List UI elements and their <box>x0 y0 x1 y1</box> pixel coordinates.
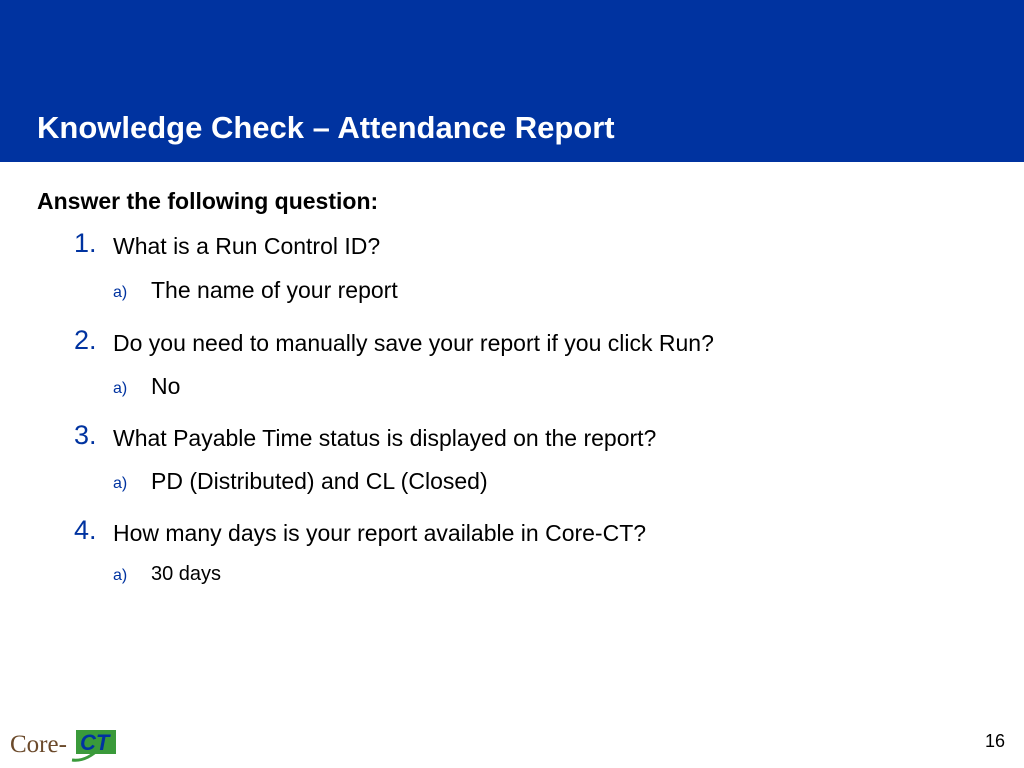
page-number: 16 <box>984 731 1005 751</box>
answer-text: PD (Distributed) and CL (Closed) <box>151 468 488 494</box>
question-number: 3. <box>74 420 97 450</box>
question-text: What Payable Time status is displayed on the report? <box>113 425 657 451</box>
core-ct-logo <box>8 724 120 764</box>
question-text: How many days is your report available in Core-CT? <box>113 520 647 546</box>
answer-text: 30 days <box>151 563 222 585</box>
question-number: 4. <box>74 515 97 545</box>
logo-text-core: Core- <box>10 731 67 758</box>
intro-text: Answer the following question: <box>37 188 379 214</box>
question-text: What is a Run Control ID? <box>113 233 381 259</box>
question-text: Do you need to manually save your report if you click Run? <box>113 330 714 356</box>
answer-marker: a) <box>113 567 128 584</box>
answer-marker: a) <box>113 380 128 397</box>
logo-text-ct: CT <box>80 730 110 755</box>
slide-title: Knowledge Check – Attendance Report <box>37 110 615 145</box>
answer-marker: a) <box>113 284 128 301</box>
answer-marker: a) <box>113 475 128 492</box>
question-number: 2. <box>74 325 97 355</box>
answer-text: The name of your report <box>151 277 398 303</box>
question-number: 1. <box>74 228 97 258</box>
answer-text: No <box>151 373 181 399</box>
